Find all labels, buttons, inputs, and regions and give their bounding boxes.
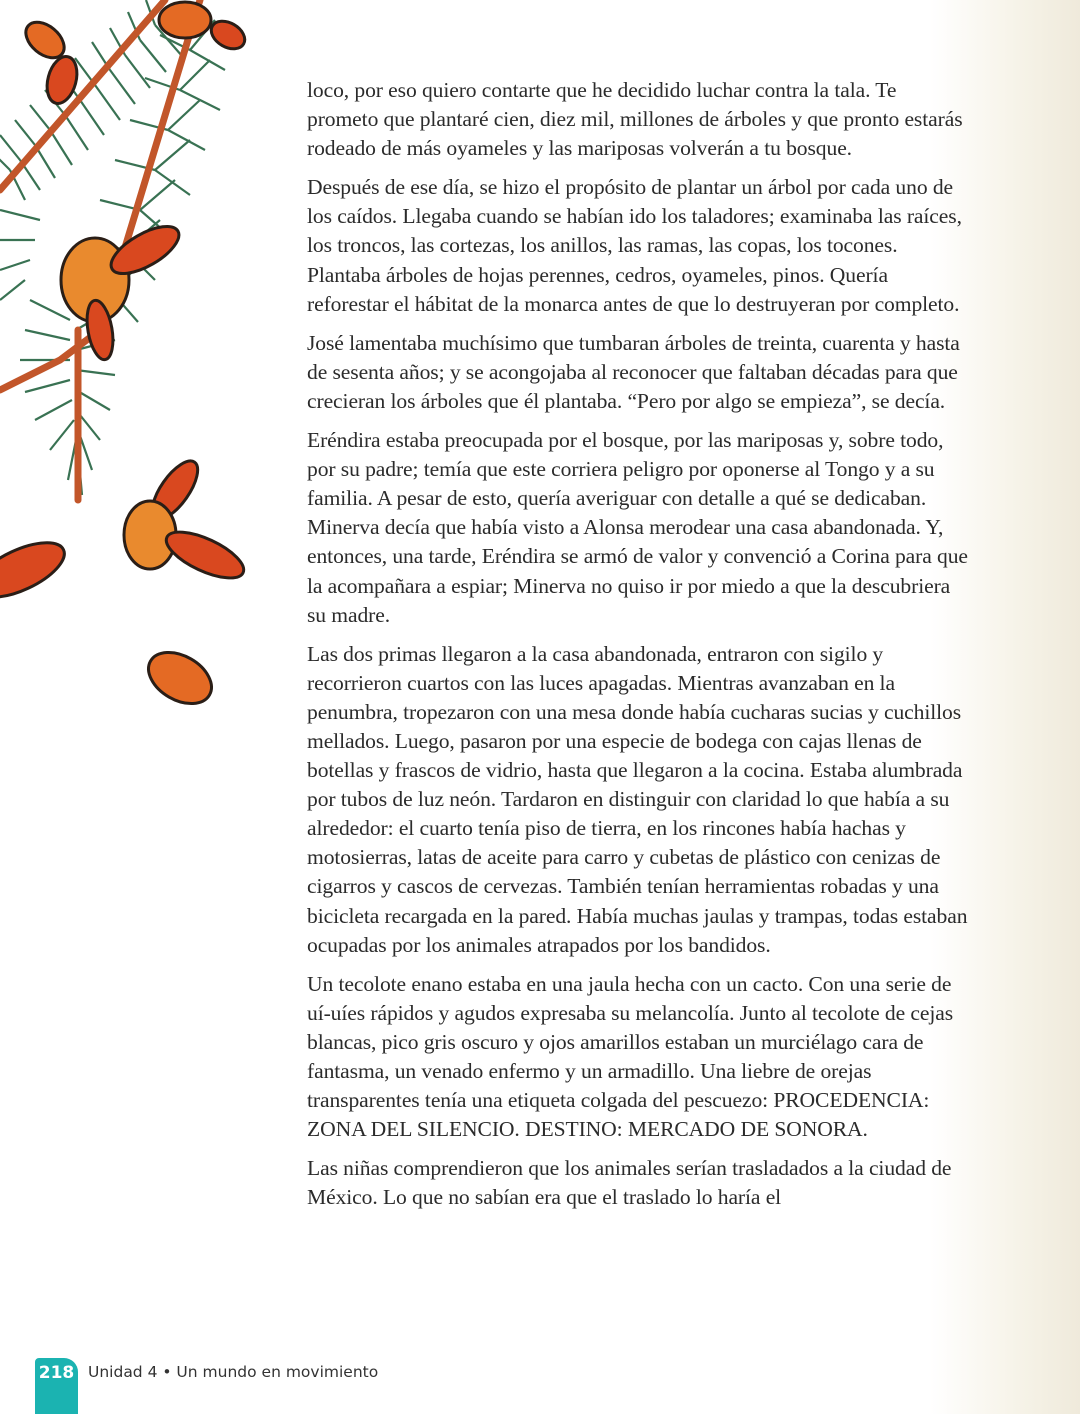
- paragraph: José lamentaba muchísimo que tumbaran árboles de treinta, cuarenta y hasta de sesenta años; y se acongojaba al reconocer que faltaban décadas para que crecieran los árboles que él plantaba. “Pero por algo se empieza”, se decía.: [307, 330, 960, 413]
- paragraph: Las niñas comprendieron que los animales serían trasladados a la ciudad de México. Lo que no sabían era que el traslado lo haría el: [307, 1156, 952, 1210]
- butterfly-flying-3: [140, 642, 221, 714]
- running-head: Unidad 4 • Un mundo en movimiento: [88, 1363, 379, 1381]
- page-number-badge: 218: [35, 1358, 78, 1414]
- paragraph: loco, por eso quiero contarte que he decidido luchar contra la tala. Te prometo que plantaré cien, diez mil, millones de árboles y que pronto estarás rodeado de más oyameles y las mariposas volverán a tu bosque.: [307, 78, 963, 161]
- paragraph: Después de ese día, se hizo el propósito de plantar un árbol por cada uno de los caídos. Llegaba cuando se habían ido los taladores; examinaba las raíces, los troncos, las cortezas, los anillos, las ramas, las copas, los tocones. Plantaba árboles de hojas perennes, cedros, oyameles, pinos. Quería reforestar el hábitat de la monarca antes de que lo destruyeran por completo.: [307, 175, 962, 316]
- butterfly-flying-1: [124, 454, 250, 587]
- page-footer: [0, 1358, 1080, 1414]
- fir-branch-butterflies-icon: [0, 0, 260, 730]
- butterfly-flying-2: [0, 532, 72, 609]
- butterfly-top-left: [19, 15, 82, 107]
- paragraph: Un tecolote enano estaba en una jaula hecha con un cacto. Con una serie de uí-uíes rápidos y agudos expresaba su melancolía. Junto al tecolote de cejas blancas, pico gris oscuro y ojos amarillos estaban un murciélago cara de fantasma, un venado enfermo y un armadillo. Una liebre de orejas transparentes tenía una etiqueta colgada del pescuezo: PROCEDENCIA: ZONA DEL SILENCIO. DESTINO: MERCADO DE SONORA.: [307, 971, 954, 1142]
- story-text: [307, 76, 972, 1222]
- paragraph: Las dos primas llegaron a la casa abandonada, entraron con sigilo y recorrieron cuartos con las luces apagadas. Mientras avanzaban en la penumbra, tropezaron con una mesa donde había cucharas sucias y cuchillos mellados. Luego, pasaron por una especie de bodega con cajas llenas de botellas y frascos de vidrio, hasta que llegaron a la cocina. Estaba alumbrada por tubos de luz neón. Tardaron en distinguir con claridad lo que había a su alrededor: el cuarto tenía piso de tierra, en los rincones había hachas y motosierras, latas de aceite para carro y cubetas de plástico con cenizas de cigarros y cascos de cervezas. También tenían herramientas robadas y una bicicleta recargada en la pared. Había muchas jaulas y trampas, todas estaban ocupadas por los animales atrapados por los bandidos.: [307, 641, 968, 957]
- monarch-butterfly-illustration: [0, 0, 260, 730]
- paragraph: Eréndira estaba preocupada por el bosque, por las mariposas y, sobre todo, por su padre; temía que este corriera peligro por oponerse al Tongo y a su familia. A pesar de esto, quería averiguar con detalle a qué se dedicaban. Minerva decía que había visto a Alonsa merodear una casa abandonada. Y, entonces, una tarde, Eréndira se armó de valor y convenció a Corina para que la acompañara a espiar; Minerva no quiso ir por miedo a que la descubriera su madre.: [307, 428, 968, 627]
